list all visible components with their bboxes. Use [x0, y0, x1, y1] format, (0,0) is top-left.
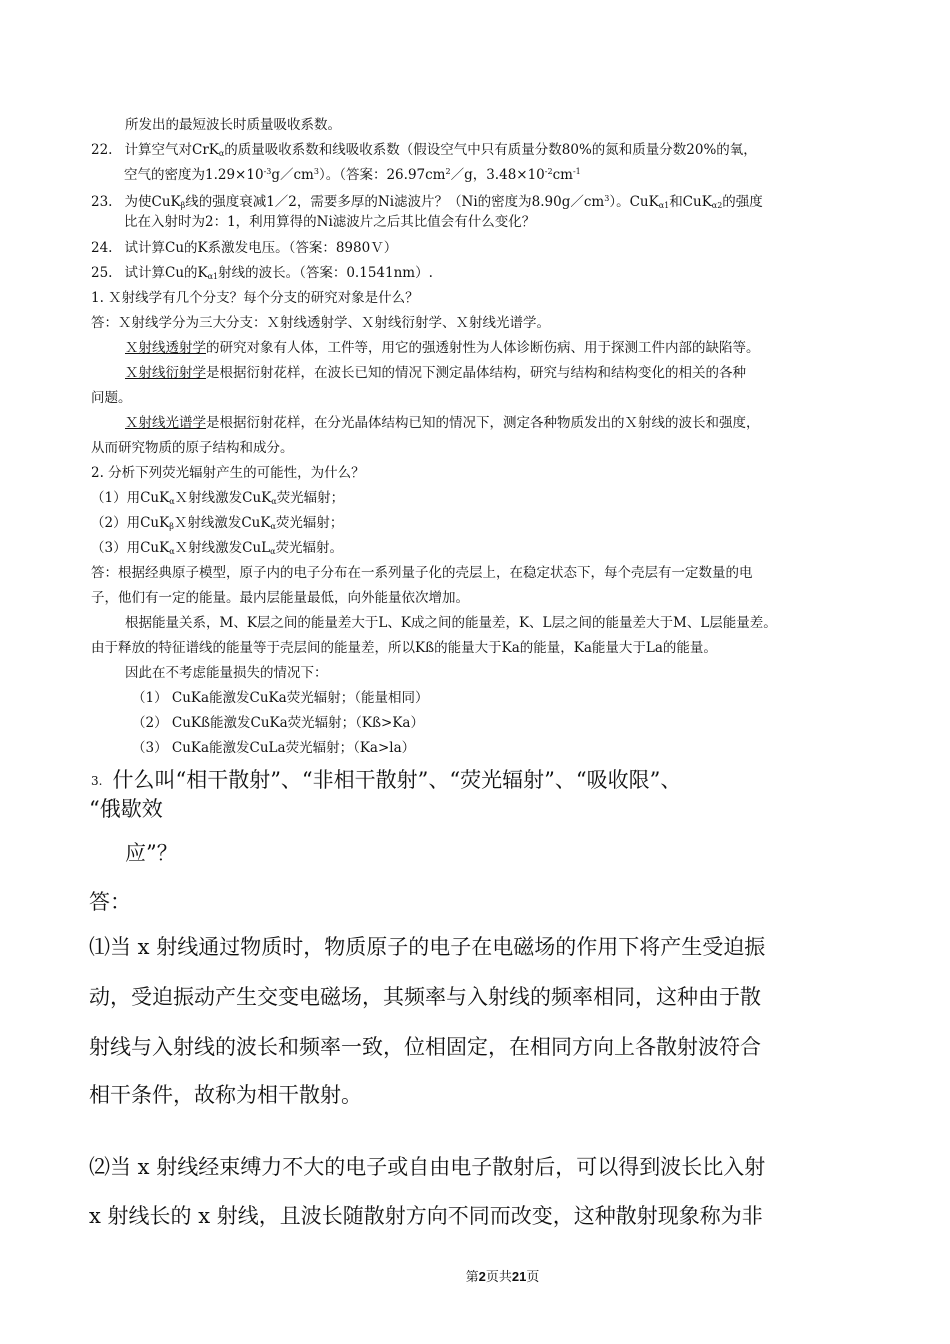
- section1-diffraction: Ｘ射线衍射学是根据衍射花样，在波长已知的情况下测定晶体结构，研究与结构和结构变化的相关的各种: [125, 365, 746, 381]
- section2-question: 2. 分析下列荧光辐射产生的可能性，为什么？: [91, 465, 365, 481]
- section2-answer-line5: 因此在不考虑能量损失的情况下：: [125, 665, 328, 681]
- section3-question-line1: 3. 什么叫“相干散射”、“非相干散射”、“荧光辐射”、“吸收限”、: [91, 768, 682, 792]
- question-number: 22.: [91, 142, 113, 158]
- section1-question: 1. Ｘ射线学有几个分支？每个分支的研究对象是什么？: [91, 290, 419, 306]
- section1-diffraction-line2: 问题。: [91, 390, 132, 406]
- section3-para1-line2: 动，受迫振动产生交变电磁场，其频率与入射线的频率相同，这种由于散: [89, 985, 761, 1009]
- q21-continuation: 所发出的最短波长时质量吸收系数。: [125, 117, 341, 133]
- section2-option-3: （3）用CuK$_\alpha$Ｘ射线激发CuL$_\alpha$荧光辐射。: [91, 540, 344, 556]
- question-number: 25.: [91, 265, 113, 281]
- question-25: 25. 试计算Cu的$K_{\alpha 1}$射线的波长。（答案：0.1541nm）.: [91, 265, 433, 281]
- question-number: 23.: [91, 194, 113, 210]
- section3-para1-line3: 射线与入射线的波长和频率一致，位相固定，在相同方向上各散射波符合: [89, 1035, 761, 1059]
- section2-conclusion-3: （3） CuKa能激发CuLa荧光辐射；（Ka>la）: [132, 740, 416, 756]
- section2-option-2: （2）用CuK$_\beta$Ｘ射线激发CuK$_\alpha$荧光辐射；: [91, 515, 344, 531]
- section1-transmission: Ｘ射线透射学的研究对象有人体，工件等，用它的强透射性为人体诊断伤病、用于探测工件内部的缺陷等。: [125, 340, 760, 356]
- current-page: 2: [478, 1269, 486, 1284]
- section3-question-line2: “俄歇效: [89, 797, 163, 821]
- section2-answer-line1: 答：根据经典原子模型，原子内的电子分布在一系列量子化的壳层上，在稳定状态下，每个壳层有一定数量的电: [91, 565, 753, 581]
- section2-conclusion-1: （1） CuKa能激发CuKa荧光辐射；（能量相同）: [132, 690, 429, 706]
- section1-spectroscopy-line2: 从而研究物质的原子结构和成分。: [91, 440, 294, 456]
- section3-question-line3: 应”？: [125, 841, 178, 865]
- question-number: 24.: [91, 240, 113, 256]
- section3-para1-line1: ⑴当 x 射线通过物质时，物质原子的电子在电磁场的作用下将产生受迫振: [89, 935, 766, 959]
- section2-answer-line4: 由于释放的特征谱线的能量等于壳层间的能量差，所以Kß的能量大于Ka的能量，Ka能量大于La的能量。: [91, 640, 717, 656]
- question-24: 24. 试计算Cu的K系激发电压。（答案：8980Ｖ）: [91, 240, 398, 256]
- question-22-line2: 空气的密度为$1.29\times 10^{-3}g/cm^3$）。（答案：$26.97cm^2/g$，$3.48\times 10^{-2}cm^{-1}$: [124, 167, 581, 183]
- section2-answer-line2: 子，他们有一定的能量。最内层能量最低，向外能量依次增加。: [91, 590, 469, 606]
- section2-answer-line3: 根据能量关系，M、K层之间的能量差大于L、K成之间的能量差，K、L层之间的能量差大于M、L层能量差。: [125, 615, 777, 631]
- question-23-line2: 比在入射时为2：1，利用算得的Ni滤波片之后其比值会有什么变化？: [124, 214, 536, 230]
- term-spectroscopy: Ｘ射线光谱学: [125, 415, 206, 431]
- question-23-line1: 23. 为使CuK$_\beta$线的强度衰减1／2，需要多厚的Ni滤波片？（Ni的密度为$8.90g/cm^3$）。CuK$_{\alpha 1}$和CuK$_{\alpha 2}$的强度: [91, 194, 763, 210]
- question-number: 3.: [91, 774, 103, 788]
- section3-answer-label: 答：: [89, 890, 131, 914]
- section1-answer: 答：Ｘ射线学分为三大分支：Ｘ射线透射学、Ｘ射线衍射学、Ｘ射线光谱学。: [91, 315, 550, 331]
- term-transmission: Ｘ射线透射学: [125, 340, 206, 356]
- page-footer: 第2页共21页: [465, 1269, 540, 1285]
- term-diffraction: Ｘ射线衍射学: [125, 365, 206, 381]
- section2-option-1: （1）用CuK$_\alpha$Ｘ射线激发CuK$_\alpha$荧光辐射；: [91, 490, 345, 506]
- section3-para1-line4: 相干条件，故称为相干散射。: [89, 1083, 362, 1107]
- section1-spectroscopy: Ｘ射线光谱学是根据衍射花样，在分光晶体结构已知的情况下，测定各种物质发出的Ｘ射线的波长和强度，: [125, 415, 760, 431]
- question-22-line1: 22. 计算空气对CrK$_\alpha$的质量吸收系数和线吸收系数（假设空气中只有质量分数80%的氮和质量分数20%的氧，: [91, 142, 757, 158]
- section3-para2-line2: x 射线长的 x 射线，且波长随散射方向不同而改变，这种散射现象称为非: [89, 1204, 763, 1228]
- total-pages: 21: [511, 1269, 527, 1284]
- section2-conclusion-2: （2） CuKß能激发CuKa荧光辐射；（Kß>Ka）: [132, 715, 424, 731]
- section3-para2-line1: ⑵当 x 射线经束缚力不大的电子或自由电子散射后，可以得到波长比入射: [89, 1155, 766, 1179]
